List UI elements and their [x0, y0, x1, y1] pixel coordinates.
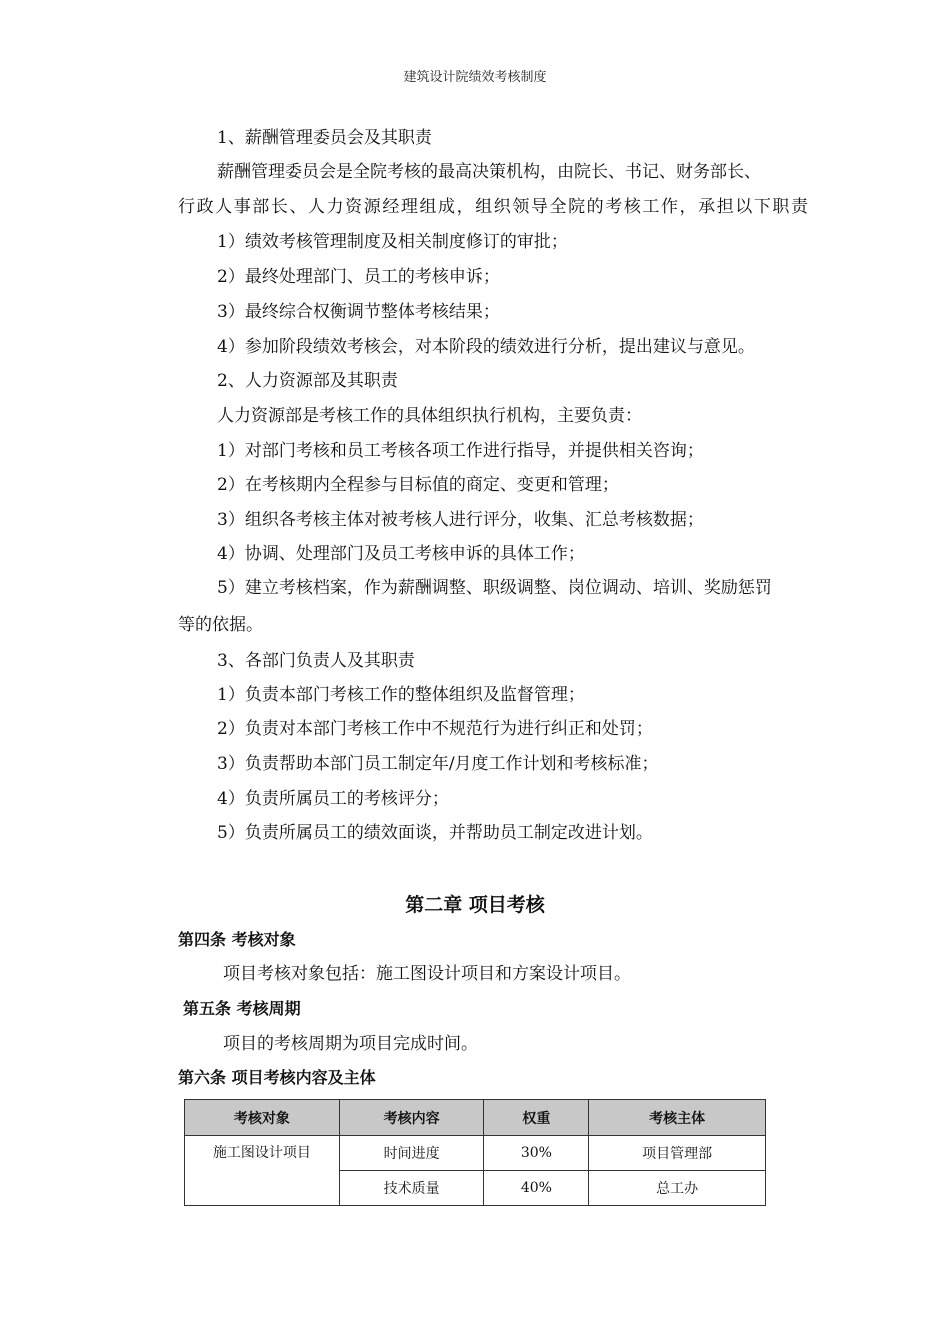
section-heading: 3、各部门负责人及其职责 [217, 651, 415, 671]
article-body: 项目的考核周期为项目完成时间。 [223, 1034, 478, 1054]
list-item: 2）在考核期内全程参与目标值的商定、变更和管理； [217, 475, 619, 495]
list-item-continuation: 等的依据。 [178, 615, 263, 635]
section-heading: 2、人力资源部及其职责 [217, 371, 398, 391]
paragraph-line: 薪酬管理委员会是全院考核的最高决策机构，由院长、书记、财务部长、 [217, 162, 761, 182]
section-heading: 1、薪酬管理委员会及其职责 [217, 128, 432, 148]
table-cell: 40% [484, 1171, 589, 1206]
table-header-cell: 考核对象 [185, 1100, 340, 1136]
table-header-row [185, 1100, 766, 1136]
list-item: 1）对部门考核和员工考核各项工作进行指导，并提供相关咨询； [217, 441, 704, 461]
paragraph-line: 行政人事部长、人力资源经理组成，组织领导全院的考核工作，承担以下职责 [178, 197, 808, 217]
chapter-title: 第二章 项目考核 [405, 894, 545, 916]
list-item: 5）建立考核档案，作为薪酬调整、职级调整、岗位调动、培训、奖励惩罚 [217, 578, 772, 598]
article-title: 第五条 考核周期 [183, 999, 301, 1018]
page-header: 建筑设计院绩效考核制度 [403, 70, 547, 85]
article-title: 第六条 项目考核内容及主体 [178, 1068, 376, 1087]
list-item: 3）最终综合权衡调节整体考核结果； [217, 302, 500, 322]
table-cell: 总工办 [589, 1171, 766, 1206]
list-item: 3）负责帮助本部门员工制定年/月度工作计划和考核标准； [217, 754, 659, 774]
list-item: 2）最终处理部门、员工的考核申诉； [217, 267, 500, 287]
list-item: 4）协调、处理部门及员工考核申诉的具体工作； [217, 544, 585, 564]
list-item: 5）负责所属员工的绩效面谈，并帮助员工制定改进计划。 [217, 823, 653, 843]
article-body: 项目考核对象包括：施工图设计项目和方案设计项目。 [223, 964, 631, 984]
list-item: 4）负责所属员工的考核评分； [217, 789, 449, 809]
table-cell: 30% [484, 1136, 589, 1171]
table-cell: 项目管理部 [589, 1136, 766, 1171]
paragraph-line: 人力资源部是考核工作的具体组织执行机构，主要负责： [217, 406, 642, 426]
table-cell-object: 施工图设计项目 [185, 1136, 340, 1206]
article-title: 第四条 考核对象 [178, 930, 296, 949]
table-row [185, 1136, 766, 1171]
list-item: 2）负责对本部门考核工作中不规范行为进行纠正和处罚； [217, 719, 653, 739]
list-item: 1）绩效考核管理制度及相关制度修订的审批； [217, 232, 568, 252]
table-cell: 时间进度 [339, 1136, 484, 1171]
table-header-cell: 考核内容 [339, 1100, 484, 1136]
table-header-cell: 权重 [484, 1100, 589, 1136]
table-header-cell: 考核主体 [589, 1100, 766, 1136]
table-cell: 技术质量 [339, 1171, 484, 1206]
assessment-table [184, 1099, 766, 1206]
list-item: 3）组织各考核主体对被考核人进行评分，收集、汇总考核数据； [217, 510, 704, 530]
list-item: 1）负责本部门考核工作的整体组织及监督管理； [217, 685, 585, 705]
list-item: 4）参加阶段绩效考核会，对本阶段的绩效进行分析，提出建议与意见。 [217, 337, 755, 357]
